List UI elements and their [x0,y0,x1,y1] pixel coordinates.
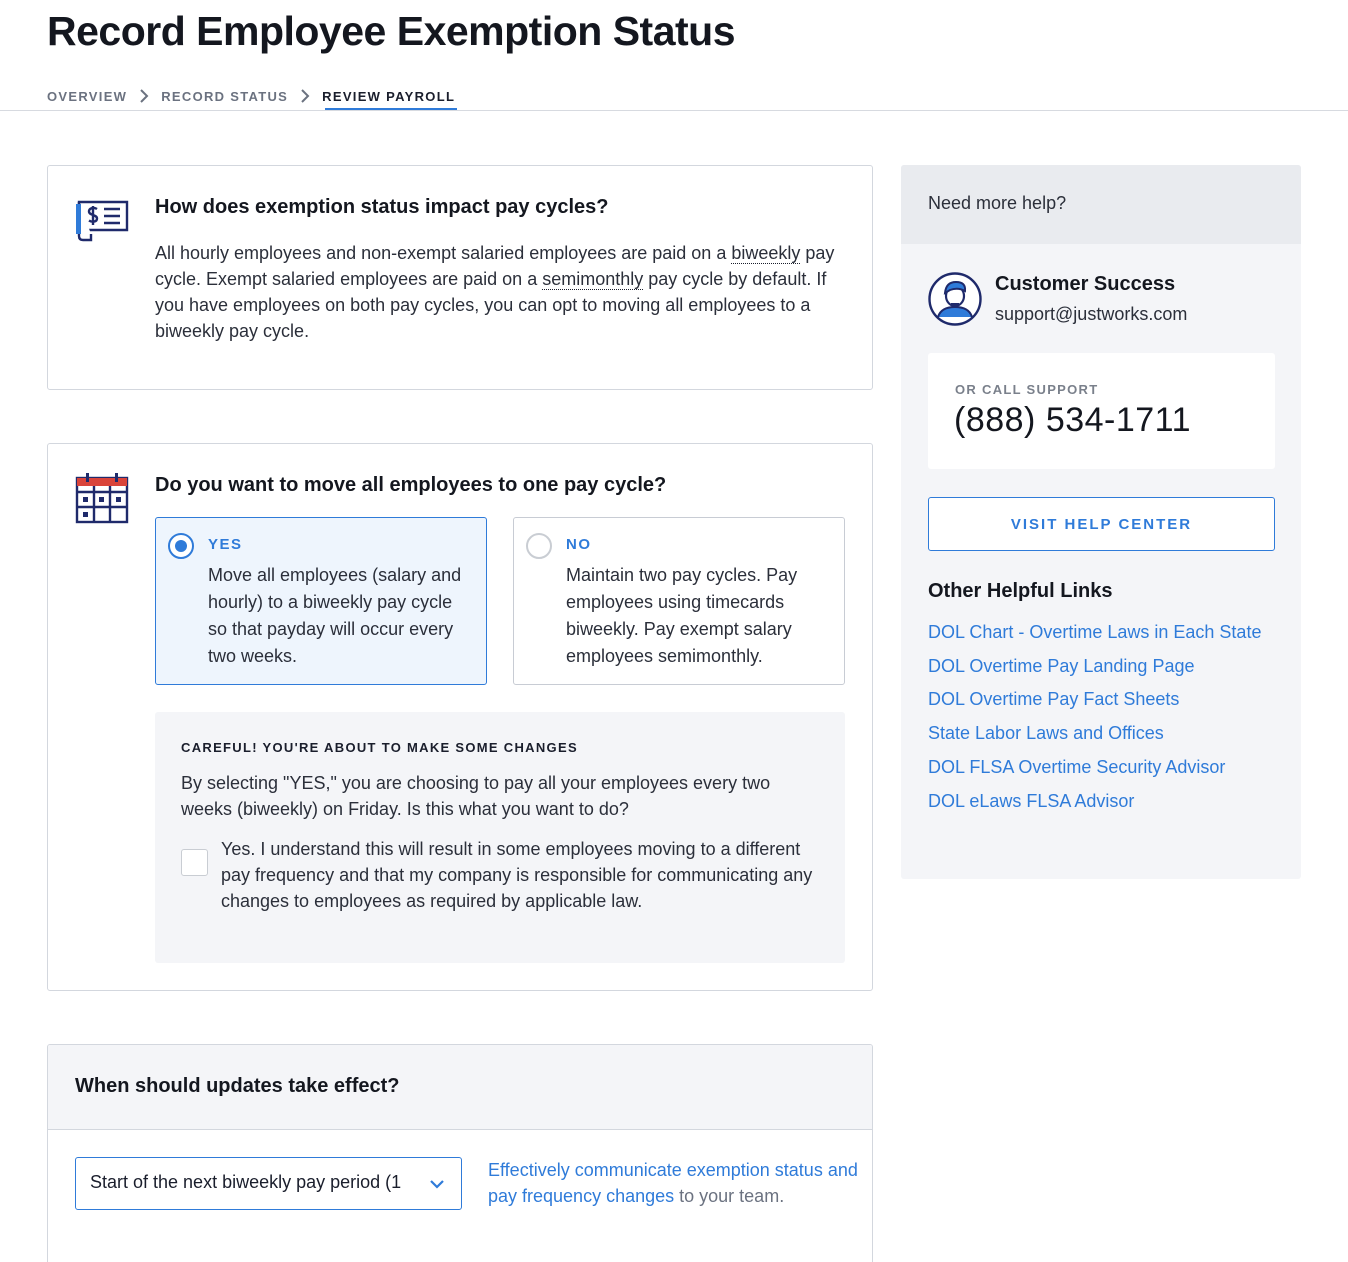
chevron-right-icon [288,89,322,103]
contact-name: Customer Success [995,273,1176,295]
effect-help-text: Effectively communicate exemption status and pay frequency changes to your team. [488,1160,858,1206]
helpful-link[interactable]: DOL Chart - Overtime Laws in Each State [928,622,1262,642]
person-avatar-icon [927,271,983,332]
effective-date-card [47,1044,873,1262]
chevron-right-icon [127,89,161,103]
page-title: Record Employee Exemption Status [47,8,736,54]
breadcrumb-overview[interactable]: OVERVIEW [47,88,128,104]
option-yes-label: YES [208,536,243,553]
help-sidebar-title: Need more help? [928,193,1067,213]
effective-date-select[interactable] [75,1157,462,1210]
communicate-changes-link[interactable]: Effectively communicate exemption status and pay frequency changes [488,1160,858,1206]
visit-help-center-button[interactable]: VISIT HELP CENTER [928,497,1275,551]
calendar-icon [75,472,129,529]
call-support-box [928,353,1275,469]
impact-description: All hourly employees and non-exempt salaried employees are paid on a biweekly pay cycle. Exempt salaried employees are paid on a semimonthly pay cycle by default. If you have employees on both pay cycles, you can opt to moving all employees to a biweekly pay cycle. [155,243,835,341]
effective-date-select-value: Start of the next biweekly pay period (1 [90,1172,402,1192]
call-support-label: OR CALL SUPPORT [955,382,1099,397]
breadcrumb [47,86,455,106]
chevron-down-icon [429,1177,445,1195]
option-no-label: NO [566,536,592,553]
check-document-icon [75,198,131,247]
breadcrumb-record-status[interactable]: RECORD STATUS [161,88,289,104]
support-phone-number[interactable]: (888) 534-1711 [954,401,1191,439]
breadcrumb-review-payroll[interactable]: REVIEW PAYROLL [322,88,456,104]
warning-panel [155,712,845,963]
helpful-link[interactable]: DOL FLSA Overtime Security Advisor [928,756,1226,777]
help-sidebar-header [901,165,1301,244]
contact-email[interactable]: support@justworks.com [995,304,1188,324]
helpful-link[interactable]: DOL Overtime Pay Fact Sheets [928,689,1180,710]
pay-cycle-heading: Do you want to move all employees to one pay cycle? [155,474,667,496]
helpful-link[interactable]: State Labor Laws and Offices [928,723,1164,744]
helpful-link[interactable]: DOL Overtime Pay Landing Page [928,655,1195,676]
term-biweekly[interactable]: biweekly [731,243,801,263]
help-sidebar [901,165,1301,879]
impact-heading: How does exemption status impact pay cycles? [155,196,609,218]
radio-no[interactable] [526,533,552,559]
option-no[interactable] [513,517,845,685]
option-no-description: Maintain two pay cycles. Pay employees using timecards biweekly. Pay exempt salary employees semimonthly. [566,565,798,666]
impact-card [47,165,873,390]
radio-yes[interactable] [168,533,194,559]
helpful-links-list [928,616,1268,818]
effective-date-heading: When should updates take effect? [75,1075,400,1097]
warning-title: CAREFUL! YOU'RE ABOUT TO MAKE SOME CHANGES [181,740,578,755]
acknowledge-checkbox[interactable] [181,849,208,876]
term-semimonthly[interactable]: semimonthly [542,269,644,289]
effective-date-header [48,1045,872,1130]
option-yes[interactable] [155,517,487,685]
warning-text: By selecting "YES," you are choosing to pay all your employees every two weeks (biweekly) on Friday. Is this what you want to do? [181,773,771,819]
helpful-links-title: Other Helpful Links [928,580,1113,602]
option-yes-description: Move all employees (salary and hourly) to a biweekly pay cycle so that payday will occur every two weeks. [208,565,462,666]
acknowledge-label[interactable]: Yes. I understand this will result in some employees moving to a different pay frequency and that my company is responsible for communicating any changes to employees as required by applicable law. [221,839,813,911]
header-divider [0,110,1348,111]
helpful-link[interactable]: DOL eLaws FLSA Advisor [928,790,1135,811]
